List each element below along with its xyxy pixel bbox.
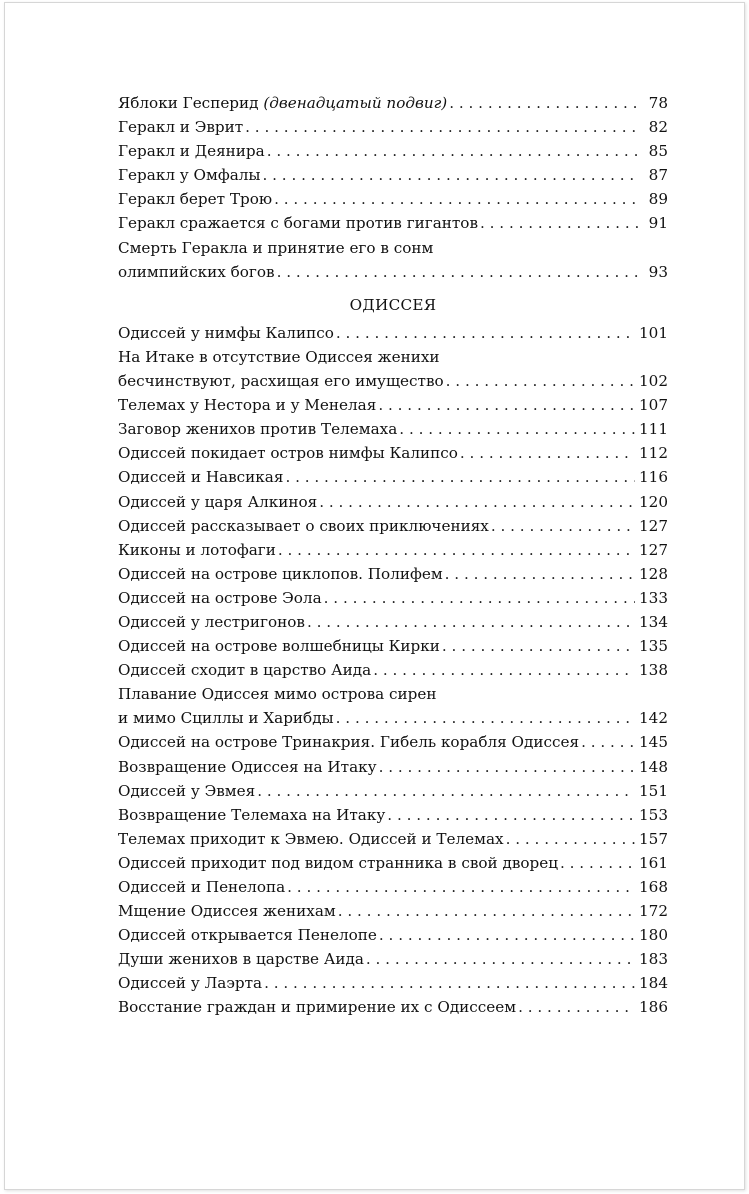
- toc-entry-line: [118, 211, 668, 235]
- toc-entry: [118, 923, 668, 947]
- toc-entry-title: [118, 971, 262, 995]
- toc-entry-line: [118, 779, 668, 803]
- toc-entry-title-text: Телемах приходит к Эвмею. Одиссей и Телемах: [118, 829, 504, 848]
- toc-entry-page-number: 184: [639, 974, 668, 993]
- toc-entry-title: [118, 369, 444, 393]
- dot-leader: [399, 417, 635, 441]
- toc-entry-title-text: Одиссей у нимфы Калипсо: [118, 323, 334, 342]
- toc-entry: [118, 345, 668, 393]
- toc-entry-title-text: Геракл и Эврит: [118, 118, 244, 137]
- toc-entry-title-text: Души женихов в царстве Аида: [118, 950, 364, 969]
- dot-leader: [263, 163, 639, 187]
- toc-entry-line: [118, 586, 668, 610]
- dot-leader: [257, 779, 635, 803]
- toc-entry: [118, 610, 668, 634]
- dot-leader: [491, 514, 635, 538]
- toc-entry-title: [118, 91, 447, 115]
- toc-entry-line: [118, 139, 668, 163]
- toc-entry: [118, 562, 668, 586]
- toc-entry-title: [118, 730, 579, 754]
- toc-entry-title: [118, 755, 377, 779]
- dot-leader: [518, 995, 635, 1019]
- toc-entry-title-text: и мимо Сциллы и Харибды: [118, 709, 334, 728]
- toc-entry: [118, 187, 668, 211]
- toc-entry-page-number: 127: [639, 516, 668, 535]
- toc-entry-title-text: Геракл сражается с богами против гигантов: [118, 214, 478, 233]
- toc-entry-title: [118, 995, 516, 1019]
- dot-leader: [387, 803, 635, 827]
- toc-entry-title: [118, 706, 334, 730]
- toc-entry-page-number: 89: [648, 190, 668, 209]
- toc-entry-title-text: Одиссей на острове Эола: [118, 588, 322, 607]
- toc-entry: [118, 851, 668, 875]
- toc-entry-page-number: 85: [648, 142, 668, 161]
- toc-entry: [118, 139, 668, 163]
- toc-entry-line: [118, 514, 668, 538]
- dot-leader: [319, 490, 635, 514]
- dot-leader: [460, 441, 635, 465]
- toc-entry-title-text: Одиссей сходит в царство Аида: [118, 661, 372, 680]
- toc-entry: [118, 91, 668, 115]
- toc-entry-line: [118, 971, 668, 995]
- toc-entry: [118, 163, 668, 187]
- toc-entry: [118, 755, 668, 779]
- dot-leader: [307, 610, 635, 634]
- toc-entry-page-number: 127: [639, 540, 668, 559]
- toc-entry-title: [118, 827, 504, 851]
- toc-entry: [118, 899, 668, 923]
- toc-entry-line: [118, 755, 668, 779]
- dot-leader: [267, 139, 638, 163]
- toc-entry: [118, 441, 668, 465]
- toc-entry-line: [118, 875, 668, 899]
- toc-entry-title: [118, 163, 261, 187]
- toc-entry-title-text: Одиссей покидает остров нимфы Калипсо: [118, 444, 458, 463]
- dot-leader: [336, 321, 635, 345]
- toc-entry-title: [118, 899, 336, 923]
- toc-entry-line: [118, 730, 668, 754]
- toc-entry-title: [118, 610, 305, 634]
- toc-entry-page-number: 112: [639, 444, 668, 463]
- toc-entry: [118, 538, 668, 562]
- toc-entry-title-text: Яблоки Гесперид: [118, 94, 264, 112]
- dot-leader: [278, 538, 635, 562]
- toc-entry-page-number: 91: [648, 214, 668, 233]
- toc-entry-line: [118, 441, 668, 465]
- toc-entry-title-text: Одиссей у Лаэрта: [118, 974, 263, 993]
- toc-entry-page-number: 133: [639, 588, 668, 607]
- toc-entry: [118, 514, 668, 538]
- toc-entry-title: [118, 586, 322, 610]
- toc-entry: [118, 393, 668, 417]
- toc-entry: [118, 682, 668, 730]
- toc-entry-line: [118, 899, 668, 923]
- toc-entry-line: [118, 634, 668, 658]
- toc-entry: [118, 490, 668, 514]
- toc-entry-title-text: Одиссей на острове циклопов. Полифем: [118, 564, 443, 583]
- toc-entry-title-text: Одиссей приходит под видом странника в свой дворец: [118, 853, 558, 872]
- toc-entry-title: [118, 139, 265, 163]
- toc-entry-line: [118, 417, 668, 441]
- toc-entry-title: [118, 417, 397, 441]
- toc-entry: [118, 730, 668, 754]
- toc-entry-page-number: 145: [639, 733, 668, 752]
- dot-leader: [245, 115, 638, 139]
- toc-entry-line: [118, 803, 668, 827]
- book-page: [4, 2, 745, 1190]
- dot-leader: [449, 91, 638, 115]
- toc-entry-page-number: 135: [639, 637, 668, 656]
- toc-entry-line: [118, 369, 668, 393]
- toc-entry: [118, 803, 668, 827]
- toc-entry-title: [118, 260, 275, 284]
- toc-entry-line: [118, 610, 668, 634]
- toc-entry-page-number: 148: [639, 757, 668, 776]
- toc-entry-title: [118, 634, 440, 658]
- toc-entry: [118, 115, 668, 139]
- dot-leader: [379, 755, 635, 779]
- toc-entry-title-text: Одиссей открывается Пенелопе: [118, 926, 377, 945]
- toc-entry-line: [118, 490, 668, 514]
- toc-entry-line: [118, 163, 668, 187]
- toc-entry-title-text: Одиссей у Эвмея: [118, 781, 256, 800]
- toc-entry-title-text: бесчинствуют, расхищая его имущество: [118, 372, 444, 391]
- toc-entry-title: [118, 490, 317, 514]
- toc-entry-title-italic: (двенадцатый подвиг): [263, 94, 448, 112]
- toc-entry-page-number: 168: [639, 878, 668, 896]
- toc-entry-title-first-line: Плавание Одиссея мимо острова сирен: [118, 685, 437, 704]
- dot-leader: [445, 562, 635, 586]
- toc-entry: [118, 971, 668, 995]
- toc-entry-page-number: 116: [639, 468, 668, 487]
- toc-entry-title: [118, 851, 558, 875]
- toc-entry-title-text: Возвращение Телемаха на Итаку: [118, 805, 386, 824]
- toc-entry: [118, 658, 668, 682]
- toc-entry: [118, 211, 668, 235]
- dot-leader: [324, 586, 635, 610]
- toc-entry-title: [118, 947, 364, 971]
- toc-entry-title: [118, 779, 255, 803]
- toc-entry-title-text: Киконы и лотофаги: [118, 540, 276, 559]
- toc-entry-title: [118, 187, 272, 211]
- toc-entry: [118, 947, 668, 971]
- toc-entry-title-text: Геракл берет Трою: [118, 190, 273, 209]
- toc-entry: [118, 465, 668, 489]
- toc-entry-page-number: 78: [648, 94, 668, 112]
- toc-entry-title-first-line: Смерть Геракла и принятие его в сонм: [118, 238, 434, 257]
- toc-entry-title-text: Одиссей и Навсикая: [118, 468, 284, 487]
- toc-entry-page-number: 186: [639, 998, 668, 1017]
- toc-part-odyssey: [118, 321, 668, 1020]
- toc-entry-page-number: 107: [639, 396, 668, 415]
- toc-entry-line: [118, 321, 668, 345]
- toc-entry-page-number: 142: [639, 709, 668, 728]
- table-of-contents: [118, 91, 668, 1020]
- toc-entry-title-first-line: На Итаке в отсутствие Одиссея женихи: [118, 347, 440, 366]
- toc-entry-title-text: Одиссей у царя Алкиноя: [118, 492, 318, 511]
- toc-entry-line: [118, 947, 668, 971]
- toc-entry-title: [118, 211, 478, 235]
- dot-leader: [287, 875, 635, 899]
- toc-entry-title: [118, 923, 377, 947]
- dot-leader: [373, 658, 635, 682]
- toc-entry-title-text: Возвращение Одиссея на Итаку: [118, 757, 377, 776]
- toc-entry-line: [118, 91, 668, 115]
- toc-entry-page-number: 128: [639, 564, 668, 583]
- dot-leader: [581, 730, 635, 754]
- dot-leader: [264, 971, 635, 995]
- toc-entry-line: [118, 260, 668, 284]
- toc-entry-title-text: Одиссей на острове волшебницы Кирки: [118, 637, 440, 656]
- toc-entry-page-number: 157: [639, 829, 668, 848]
- toc-entry-title-text: Одиссей рассказывает о своих приключениях: [118, 516, 489, 535]
- toc-entry: [118, 417, 668, 441]
- toc-entry-title: [118, 115, 243, 139]
- toc-entry: [118, 995, 668, 1019]
- section-heading: ОДИССЕЯ: [349, 295, 437, 314]
- toc-entry-line: [118, 538, 668, 562]
- toc-entry-line: [118, 465, 668, 489]
- toc-entry-page-number: 153: [639, 805, 668, 824]
- dot-leader: [336, 706, 635, 730]
- dot-leader: [379, 923, 635, 947]
- toc-entry: [118, 586, 668, 610]
- toc-entry-page-number: 134: [639, 612, 668, 631]
- toc-entry-page-number: 82: [648, 118, 668, 137]
- toc-entry-line: [118, 851, 668, 875]
- toc-entry-title-text: Геракл у Омфалы: [118, 166, 261, 185]
- toc-entry-page-number: 183: [639, 950, 668, 969]
- dot-leader: [378, 393, 635, 417]
- toc-entry-title: [118, 441, 458, 465]
- toc-entry-line: [118, 827, 668, 851]
- toc-entry: [118, 634, 668, 658]
- dot-leader: [366, 947, 635, 971]
- toc-entry-title: [118, 321, 334, 345]
- toc-entry-line: [118, 706, 668, 730]
- toc-entry-page-number: 120: [639, 492, 668, 511]
- toc-entry-title: [118, 514, 489, 538]
- dot-leader: [274, 187, 638, 211]
- toc-entry: [118, 321, 668, 345]
- toc-entry-page-number: 102: [639, 372, 668, 391]
- toc-entry-title: [118, 465, 283, 489]
- toc-entry-title-text: олимпийских богов: [118, 262, 275, 281]
- toc-entry-title: [118, 658, 371, 682]
- toc-entry-line: [118, 658, 668, 682]
- toc-entry-page-number: 161: [639, 853, 668, 872]
- toc-entry-title-text: Телемах у Нестора и у Менелая: [118, 396, 377, 415]
- toc-entry-title-text: Одиссей и Пенелопа: [118, 878, 286, 896]
- toc-entry: [118, 779, 668, 803]
- toc-entry-page-number: 101: [639, 323, 668, 342]
- toc-entry-line: [118, 187, 668, 211]
- toc-entry-title-text: Одиссей у лестригонов: [118, 612, 305, 631]
- dot-leader: [480, 211, 638, 235]
- toc-entry: [118, 236, 668, 284]
- toc-entry-page-number: 151: [639, 781, 668, 800]
- toc-entry-page-number: 172: [639, 902, 668, 921]
- toc-entry-title: [118, 538, 276, 562]
- dot-leader: [560, 851, 635, 875]
- toc-entry-page-number: 138: [639, 661, 668, 680]
- toc-entry-title-text: Одиссей на острове Тринакрия. Гибель корабля Одиссея: [118, 733, 580, 752]
- toc-entry-title-text: Восстание граждан и примирение их с Одиссеем: [118, 998, 517, 1017]
- toc-entry: [118, 875, 668, 899]
- dot-leader: [442, 634, 635, 658]
- toc-entry-page-number: 180: [639, 926, 668, 945]
- toc-entry-title: [118, 562, 443, 586]
- toc-entry-title: [118, 803, 385, 827]
- dot-leader: [338, 899, 635, 923]
- toc-entry-page-number: 93: [648, 262, 668, 281]
- toc-entry-title-text: Заговор женихов против Телемаха: [118, 420, 398, 439]
- toc-entry-title: [118, 875, 285, 899]
- toc-entry-line: [118, 393, 668, 417]
- toc-entry-title: [118, 393, 376, 417]
- toc-entry-line: [118, 562, 668, 586]
- toc-entry-line: [118, 115, 668, 139]
- toc-entry-line: [118, 923, 668, 947]
- toc-entry-page-number: 87: [648, 166, 668, 185]
- dot-leader: [446, 369, 635, 393]
- dot-leader: [277, 260, 638, 284]
- toc-entry-line: [118, 995, 668, 1019]
- toc-part-herakles: [118, 91, 668, 284]
- dot-leader: [506, 827, 635, 851]
- toc-entry-title-text: Мщение Одиссея женихам: [118, 902, 336, 921]
- dot-leader: [285, 465, 635, 489]
- toc-entry-title-text: Геракл и Деянира: [118, 142, 265, 161]
- toc-entry-page-number: 111: [639, 420, 668, 439]
- toc-entry: [118, 827, 668, 851]
